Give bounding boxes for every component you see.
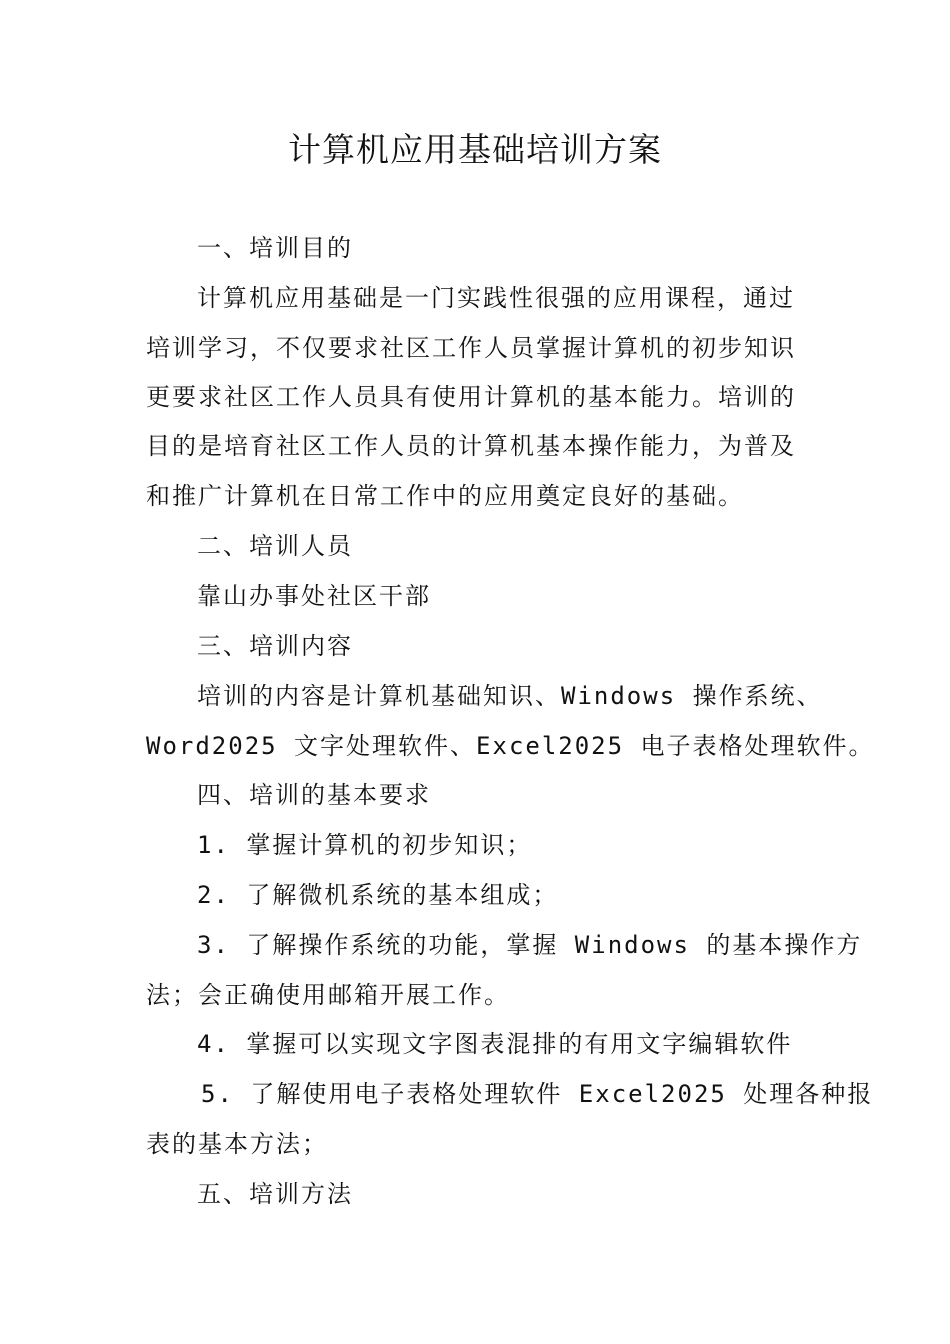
- list-item-continuation: 法；会正确使用邮箱开展工作。: [146, 981, 510, 1009]
- list-item: 5. 了解使用电子表格处理软件 Excel2025 处理各种报: [201, 1080, 874, 1108]
- list-item-continuation: 表的基本方法；: [146, 1130, 328, 1158]
- paragraph-line: 更要求社区工作人员具有使用计算机的基本能力。培训的: [146, 383, 796, 411]
- heading-training-method: 五、培训方法: [197, 1180, 353, 1208]
- list-item: 1. 掌握计算机的初步知识；: [197, 831, 533, 859]
- paragraph-line: 培训学习，不仅要求社区工作人员掌握计算机的初步知识: [146, 334, 796, 362]
- heading-training-personnel: 二、培训人员: [197, 532, 353, 560]
- paragraph-line: 培训的内容是计算机基础知识、Windows 操作系统、: [197, 682, 823, 710]
- document-title: 计算机应用基础培训方案: [288, 130, 662, 169]
- paragraph-line: 计算机应用基础是一门实践性很强的应用课程，通过: [197, 284, 795, 312]
- list-item: 2. 了解微机系统的基本组成；: [197, 881, 559, 909]
- heading-training-content: 三、培训内容: [197, 632, 353, 660]
- paragraph-line: 和推广计算机在日常工作中的应用奠定良好的基础。: [146, 482, 744, 510]
- paragraph-line: Word2025 文字处理软件、Excel2025 电子表格处理软件。: [146, 732, 875, 760]
- list-item: 3. 了解操作系统的功能，掌握 Windows 的基本操作方: [197, 931, 863, 959]
- heading-basic-requirements: 四、培训的基本要求: [197, 781, 431, 809]
- paragraph-line: 靠山办事处社区干部: [197, 582, 431, 610]
- list-item: 4. 掌握可以实现文字图表混排的有用文字编辑软件: [197, 1030, 793, 1058]
- paragraph-line: 目的是培育社区工作人员的计算机基本操作能力，为普及: [146, 432, 796, 460]
- heading-training-purpose: 一、培训目的: [197, 234, 353, 262]
